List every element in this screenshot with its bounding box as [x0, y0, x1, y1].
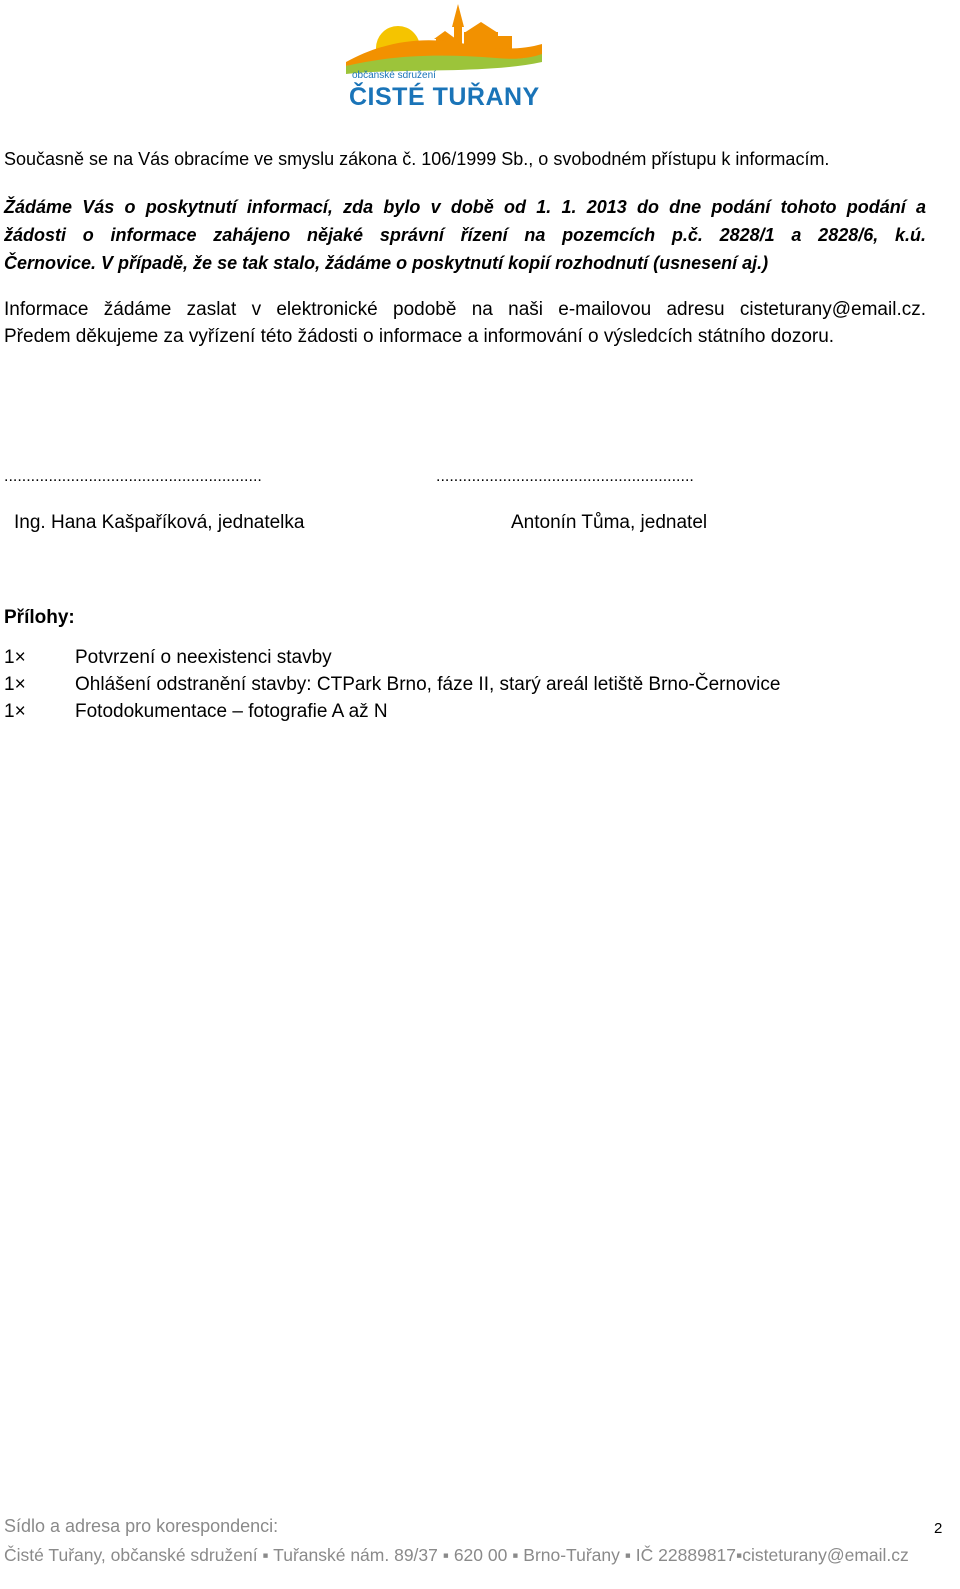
delivery-line-2: Předem děkujeme za vyřízení této žádosti o informace a informování o výsledcích státního dozoru.	[4, 326, 835, 347]
delivery-line-1: Informace žádáme zaslat v elektronické podobě na naši e-mailovou adresu cisteturany@email.cz.	[4, 299, 926, 320]
signer-name-right: Antonín Tůma, jednatel	[511, 512, 708, 533]
logo-graphic	[346, 0, 546, 75]
attachment-text: Fotodokumentace – fotografie A až N	[75, 701, 388, 722]
logo-subtitle: občanské sdružení	[352, 70, 436, 81]
attachment-qty: 1×	[4, 701, 26, 722]
attachments-heading: Přílohy:	[4, 607, 75, 628]
request-line-1: Žádáme Vás o poskytnutí informací, zda bylo v době od 1. 1. 2013 do dne podání tohoto podání a	[4, 197, 926, 217]
signature-line-left: ..........................................................	[4, 468, 262, 485]
footer-label: Sídlo a adresa pro korespondenci:	[4, 1516, 279, 1536]
attachment-text: Ohlášení odstranění stavby: CTPark Brno, fáze II, starý areál letiště Brno-Černovice	[75, 674, 781, 695]
footer-address: Čisté Tuřany, občanské sdružení ▪ Tuřanské nám. 89/37 ▪ 620 00 ▪ Brno-Tuřany ▪ IČ 22889817▪cisteturany@email.cz	[4, 1545, 909, 1565]
intro-paragraph: Současně se na Vás obracíme ve smyslu zákona č. 106/1999 Sb., o svobodném přístupu k informacím.	[4, 149, 830, 169]
attachment-qty: 1×	[4, 674, 26, 695]
attachment-qty: 1×	[4, 647, 26, 668]
attachment-text: Potvrzení o neexistenci stavby	[75, 647, 332, 668]
organization-logo	[346, 0, 546, 112]
request-line-2: žádosti o informace zahájeno nějaké správní řízení na pozemcích p.č. 2828/1 a 2828/6, k.ú.	[4, 225, 926, 245]
request-line-3: Černovice. V případě, že se tak stalo, žádáme o poskytnutí kopií rozhodnutí (usnesení aj.)	[4, 253, 769, 273]
signature-line-right: ..........................................................	[436, 468, 694, 485]
logo-title: ČISTÉ TUŘANY	[349, 83, 540, 111]
page-number: 2	[934, 1520, 943, 1537]
signer-name-left: Ing. Hana Kašpaříková, jednatelka	[14, 512, 305, 533]
